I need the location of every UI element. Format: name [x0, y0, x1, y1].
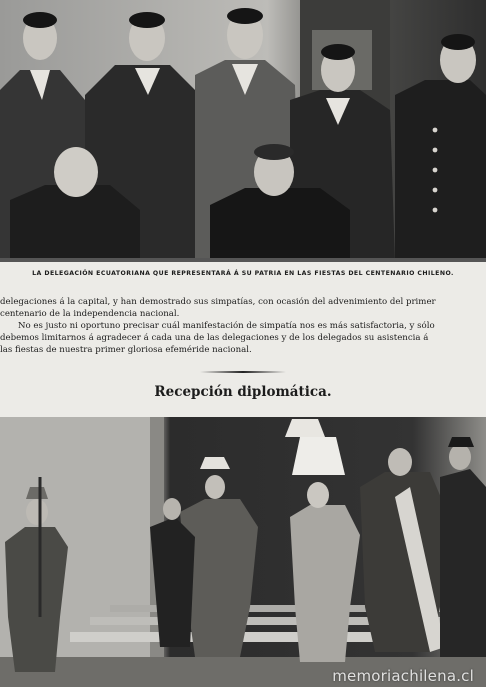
delegation-photo: [0, 0, 486, 262]
watermark: memoriachilena.cl: [332, 667, 474, 685]
paragraph-line: centenario de la independencia nacional.: [0, 309, 180, 319]
paragraph-line: No es justo ni oportuno precisar cuál manifestación de simpatía nos es más satisfactoria, y sólo: [18, 321, 435, 331]
reception-photo: [0, 417, 486, 687]
paragraph-line: delegaciones á la capital, y han demostrado sus simpatías, con ocasión del advenimiento del primer: [0, 297, 436, 307]
section-divider: [200, 371, 286, 373]
paragraph-line: debemos limitarnos á agradecer á cada una de las delegaciones y de los delegados su asistencia á: [0, 333, 429, 343]
article-text: [0, 296, 486, 356]
paragraph-line: las fiestas de nuestra primer gloriosa efeméride nacional.: [0, 345, 252, 355]
section-heading: Recepción diplomática.: [154, 384, 332, 400]
photo-caption: LA DELEGACIÓN ECUATORIANA QUE REPRESENTARÁ Á SU PATRIA EN LAS FIESTAS DEL CENTENARIO CHILENO.: [32, 270, 454, 277]
